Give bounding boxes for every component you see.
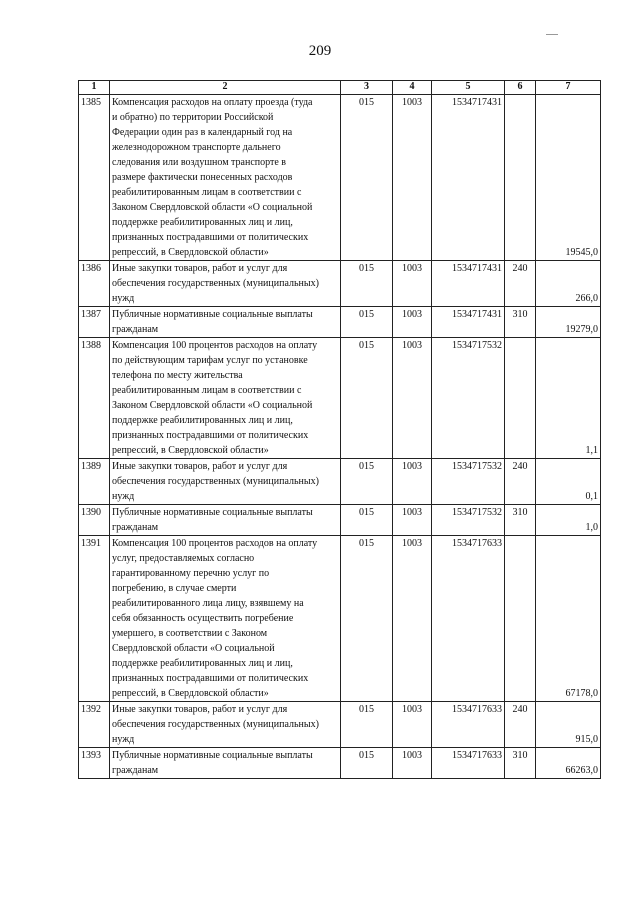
ministry-code-cell: 015 [341, 261, 393, 307]
target-article-cell: 1534717431 [432, 261, 505, 307]
expense-type-cell: 240 [505, 261, 536, 307]
header-cell-7: 7 [536, 81, 601, 95]
row-description-cell [110, 748, 341, 779]
section-code-cell: 1003 [393, 702, 432, 748]
description-line: себя обязанность осуществить погребение [112, 613, 294, 624]
row-number-cell: 1390 [79, 505, 110, 536]
target-article-cell: 1534717532 [432, 505, 505, 536]
row-description-cell [110, 95, 341, 261]
ministry-code-cell: 015 [341, 307, 393, 338]
header-cell-6: 6 [505, 81, 536, 95]
row-description-cell [110, 307, 341, 338]
description-line: поддержке реабилитированных лиц и лиц, [112, 658, 293, 669]
table-body [79, 81, 601, 779]
table-row [79, 95, 601, 261]
table-row [79, 702, 601, 748]
table-row [79, 459, 601, 505]
description-line: гражданам [112, 765, 159, 776]
expense-type-cell [505, 95, 536, 261]
description-line: поддержке реабилитированных лиц и лиц, [112, 217, 293, 228]
description-line: по действующим тарифам услуг по установке [112, 355, 308, 366]
description-line: размере фактически понесенных расходов [112, 172, 293, 183]
amount-cell: 1,0 [536, 505, 601, 536]
table-row [79, 338, 601, 459]
expense-type-cell: 310 [505, 307, 536, 338]
row-number-cell: 1389 [79, 459, 110, 505]
amount-cell: 915,0 [536, 702, 601, 748]
ministry-code-cell: 015 [341, 459, 393, 505]
row-description-cell [110, 536, 341, 702]
page-number: 209 [308, 43, 332, 59]
table-row [79, 505, 601, 536]
table-row [79, 261, 601, 307]
description-line: реабилитированного лица лицу, взявшему на [112, 598, 304, 609]
description-line: обеспечения государственных (муниципальных) [112, 476, 319, 487]
description-line: репрессий, в Свердловской области» [112, 247, 269, 258]
section-code-cell: 1003 [393, 536, 432, 702]
table-row [79, 748, 601, 779]
expense-type-cell: 310 [505, 748, 536, 779]
description-line: умершего, в соответствии с Законом [112, 628, 268, 639]
section-code-cell: 1003 [393, 338, 432, 459]
amount-cell: 266,0 [536, 261, 601, 307]
description-line: признанных пострадавшими от политических [112, 673, 309, 684]
description-line: Иные закупки товаров, работ и услуг для [112, 263, 288, 274]
ministry-code-cell: 015 [341, 95, 393, 261]
table-row [79, 536, 601, 702]
expense-type-cell [505, 536, 536, 702]
amount-cell: 19279,0 [536, 307, 601, 338]
header-cell-3: 3 [341, 81, 393, 95]
table-row [79, 307, 601, 338]
description-line: Публичные нормативные социальные выплаты [112, 309, 313, 320]
header-cell-4: 4 [393, 81, 432, 95]
ministry-code-cell: 015 [341, 338, 393, 459]
description-line: Иные закупки товаров, работ и услуг для [112, 461, 288, 472]
description-line: гарантированному перечню услуг по [112, 568, 270, 579]
description-line: следования или воздушном транспорте в [112, 157, 287, 168]
description-line: Иные закупки товаров, работ и услуг для [112, 704, 288, 715]
scan-mark [546, 34, 558, 35]
description-line: реабилитированным лицам в соответствии с [112, 187, 302, 198]
amount-cell: 0,1 [536, 459, 601, 505]
amount-cell: 67178,0 [536, 536, 601, 702]
description-line: Публичные нормативные социальные выплаты [112, 507, 313, 518]
description-line: Законом Свердловской области «О социальной [112, 400, 313, 411]
section-code-cell: 1003 [393, 261, 432, 307]
row-number-cell: 1392 [79, 702, 110, 748]
description-line: услуг, предоставляемых согласно [112, 553, 255, 564]
header-cell-2: 2 [110, 81, 341, 95]
description-line: Законом Свердловской области «О социальной [112, 202, 313, 213]
target-article-cell: 1534717633 [432, 702, 505, 748]
row-description-cell [110, 459, 341, 505]
amount-cell: 66263,0 [536, 748, 601, 779]
target-article-cell: 1534717431 [432, 95, 505, 261]
row-description-cell [110, 261, 341, 307]
description-line: признанных пострадавшими от политических [112, 232, 309, 243]
description-line: погребению, в случае смерти [112, 583, 237, 594]
section-code-cell: 1003 [393, 505, 432, 536]
expense-type-cell [505, 338, 536, 459]
description-line: гражданам [112, 324, 159, 335]
description-line: признанных пострадавшими от политических [112, 430, 309, 441]
target-article-cell: 1534717532 [432, 338, 505, 459]
ministry-code-cell: 015 [341, 702, 393, 748]
ministry-code-cell: 015 [341, 536, 393, 702]
description-line: и обратно) по территории Российской [112, 112, 274, 123]
section-code-cell: 1003 [393, 459, 432, 505]
row-number-cell: 1387 [79, 307, 110, 338]
description-line: Свердловской области «О социальной [112, 643, 275, 654]
description-line: железнодорожном транспорте дальнего [112, 142, 281, 153]
description-line: репрессий, в Свердловской области» [112, 445, 269, 456]
expense-type-cell: 240 [505, 702, 536, 748]
description-line: нужд [112, 734, 135, 745]
description-line: нужд [112, 293, 135, 304]
row-description-cell [110, 702, 341, 748]
section-code-cell: 1003 [393, 307, 432, 338]
header-cell-5: 5 [432, 81, 505, 95]
description-line: Компенсация 100 процентов расходов на оплату [112, 538, 318, 549]
description-line: Компенсация расходов на оплату проезда (туда [112, 97, 313, 108]
description-line: реабилитированным лицам в соответствии с [112, 385, 302, 396]
description-line: репрессий, в Свердловской области» [112, 688, 269, 699]
row-number-cell: 1385 [79, 95, 110, 261]
target-article-cell: 1534717633 [432, 536, 505, 702]
expense-type-cell: 310 [505, 505, 536, 536]
row-description-cell [110, 505, 341, 536]
target-article-cell: 1534717431 [432, 307, 505, 338]
budget-table [78, 80, 601, 779]
description-line: обеспечения государственных (муниципальных) [112, 719, 319, 730]
amount-cell: 1,1 [536, 338, 601, 459]
description-line: нужд [112, 491, 135, 502]
section-code-cell: 1003 [393, 748, 432, 779]
ministry-code-cell: 015 [341, 505, 393, 536]
row-number-cell: 1388 [79, 338, 110, 459]
header-cell-1: 1 [79, 81, 110, 95]
description-line: Компенсация 100 процентов расходов на оплату [112, 340, 318, 351]
description-line: телефона по месту жительства [112, 370, 243, 381]
description-line: поддержке реабилитированных лиц и лиц, [112, 415, 293, 426]
ministry-code-cell: 015 [341, 748, 393, 779]
expense-type-cell: 240 [505, 459, 536, 505]
row-number-cell: 1393 [79, 748, 110, 779]
row-description-cell [110, 338, 341, 459]
target-article-cell: 1534717532 [432, 459, 505, 505]
description-line: гражданам [112, 522, 159, 533]
row-number-cell: 1386 [79, 261, 110, 307]
description-line: Федерации один раз в календарный год на [112, 127, 293, 138]
header-row [79, 81, 601, 95]
description-line: обеспечения государственных (муниципальных) [112, 278, 319, 289]
row-number-cell: 1391 [79, 536, 110, 702]
target-article-cell: 1534717633 [432, 748, 505, 779]
section-code-cell: 1003 [393, 95, 432, 261]
amount-cell: 19545,0 [536, 95, 601, 261]
description-line: Публичные нормативные социальные выплаты [112, 750, 313, 761]
